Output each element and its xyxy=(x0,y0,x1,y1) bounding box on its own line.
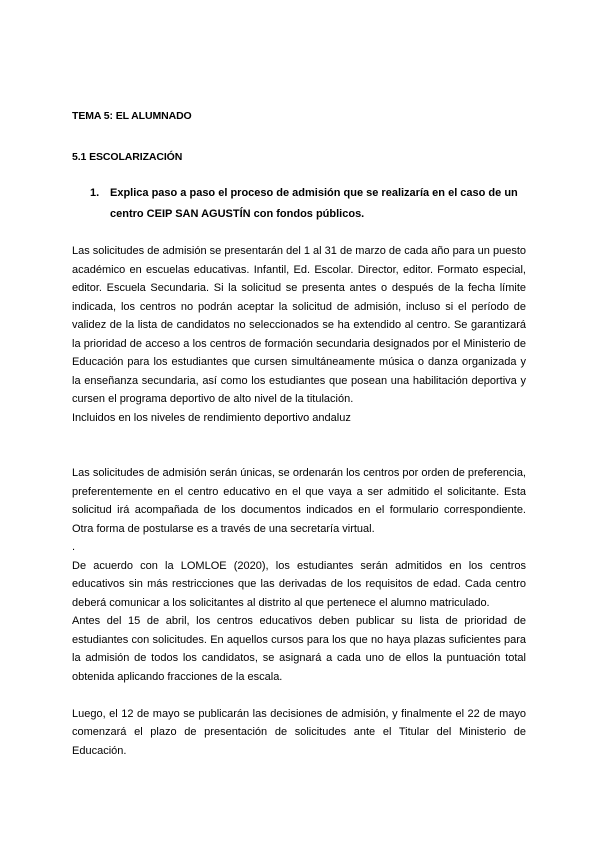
paragraph-spacer xyxy=(72,427,526,446)
paragraph-april-deadline: Antes del 15 de abril, los centros educativos deben publicar su lista de prioridad de estudiantes con solicitudes. En aquellos cursos para los que no haya plazas suficientes para la admisión de todos los candidatos, se asignará a cada uno de ellos la puntuación total obtenida aplicando fracciones de la escala. xyxy=(72,615,526,683)
paragraph-sports-levels: Incluidos en los niveles de rendimiento deportivo andaluz xyxy=(72,411,351,424)
paragraph-may-dates: Luego, el 12 de mayo se publicarán las decisiones de admisión, y finalmente el 22 de mayo comenzará el plazo de presentación de solicitudes ante el Titular del Ministerio de Educación. xyxy=(72,707,526,757)
topic-heading: TEMA 5: EL ALUMNADO xyxy=(72,110,192,122)
paragraph-dot: . xyxy=(72,541,76,553)
document-page xyxy=(72,0,526,848)
paragraph-admission-dates: Las solicitudes de admisión se presentarán del 1 al 31 de marzo de cada año para un puesto académico en escuelas educativas. Infantil, Ed. Escolar. Director, editor. Formato especial, editor. Escuela Secundaria. Si la solicitud se presenta antes o después de la fecha límite indicada, los centros no podrán aceptar la solicitud de admisión, incluso si el período de validez de la lista de candidatos no seleccionados se ha extendido al centro. Se garantizará la prioridad de acceso a los centros de formación secundaria designados por el Ministerio de Educación para los estudiantes que cursen simultáneamente música o danza organizada y la enseñanza secundaria, así como los estudiantes que posean una habilitación deportiva y cursen el programa deportivo de alto nivel de la titulación. xyxy=(72,245,526,405)
paragraph-spacer xyxy=(72,686,526,705)
paragraph-unique-applications: Las solicitudes de admisión serán únicas, se ordenarán los centros por orden de preferencia, preferentemente en el centro educativo en el que vaya a ser admitido el solicitante. Esta solicitud irá acompañada de los documentos indicados en el formulario correspondiente. Otra forma de postularse es a través de una secretaría virtual. xyxy=(72,467,526,535)
question-number: 1. xyxy=(90,187,100,199)
paragraph-spacer xyxy=(72,446,526,465)
paragraph-lomloe: De acuerdo con la LOMLOE (2020), los estudiantes serán admitidos en los centros educativos sin más restricciones que las derivadas de los requisitos de edad. Cada centro deberá comunicar a los solicitantes al distrito al que pertenece el alumno matriculado. xyxy=(72,559,526,609)
section-heading: 5.1 ESCOLARIZACIÓN xyxy=(72,151,183,163)
question-item xyxy=(90,183,526,225)
answer-body xyxy=(72,242,526,760)
question-text: Explica paso a paso el proceso de admisión que se realizaría en el caso de un centro CEIP SAN AGUSTÍN con fondos públicos. xyxy=(110,187,518,220)
